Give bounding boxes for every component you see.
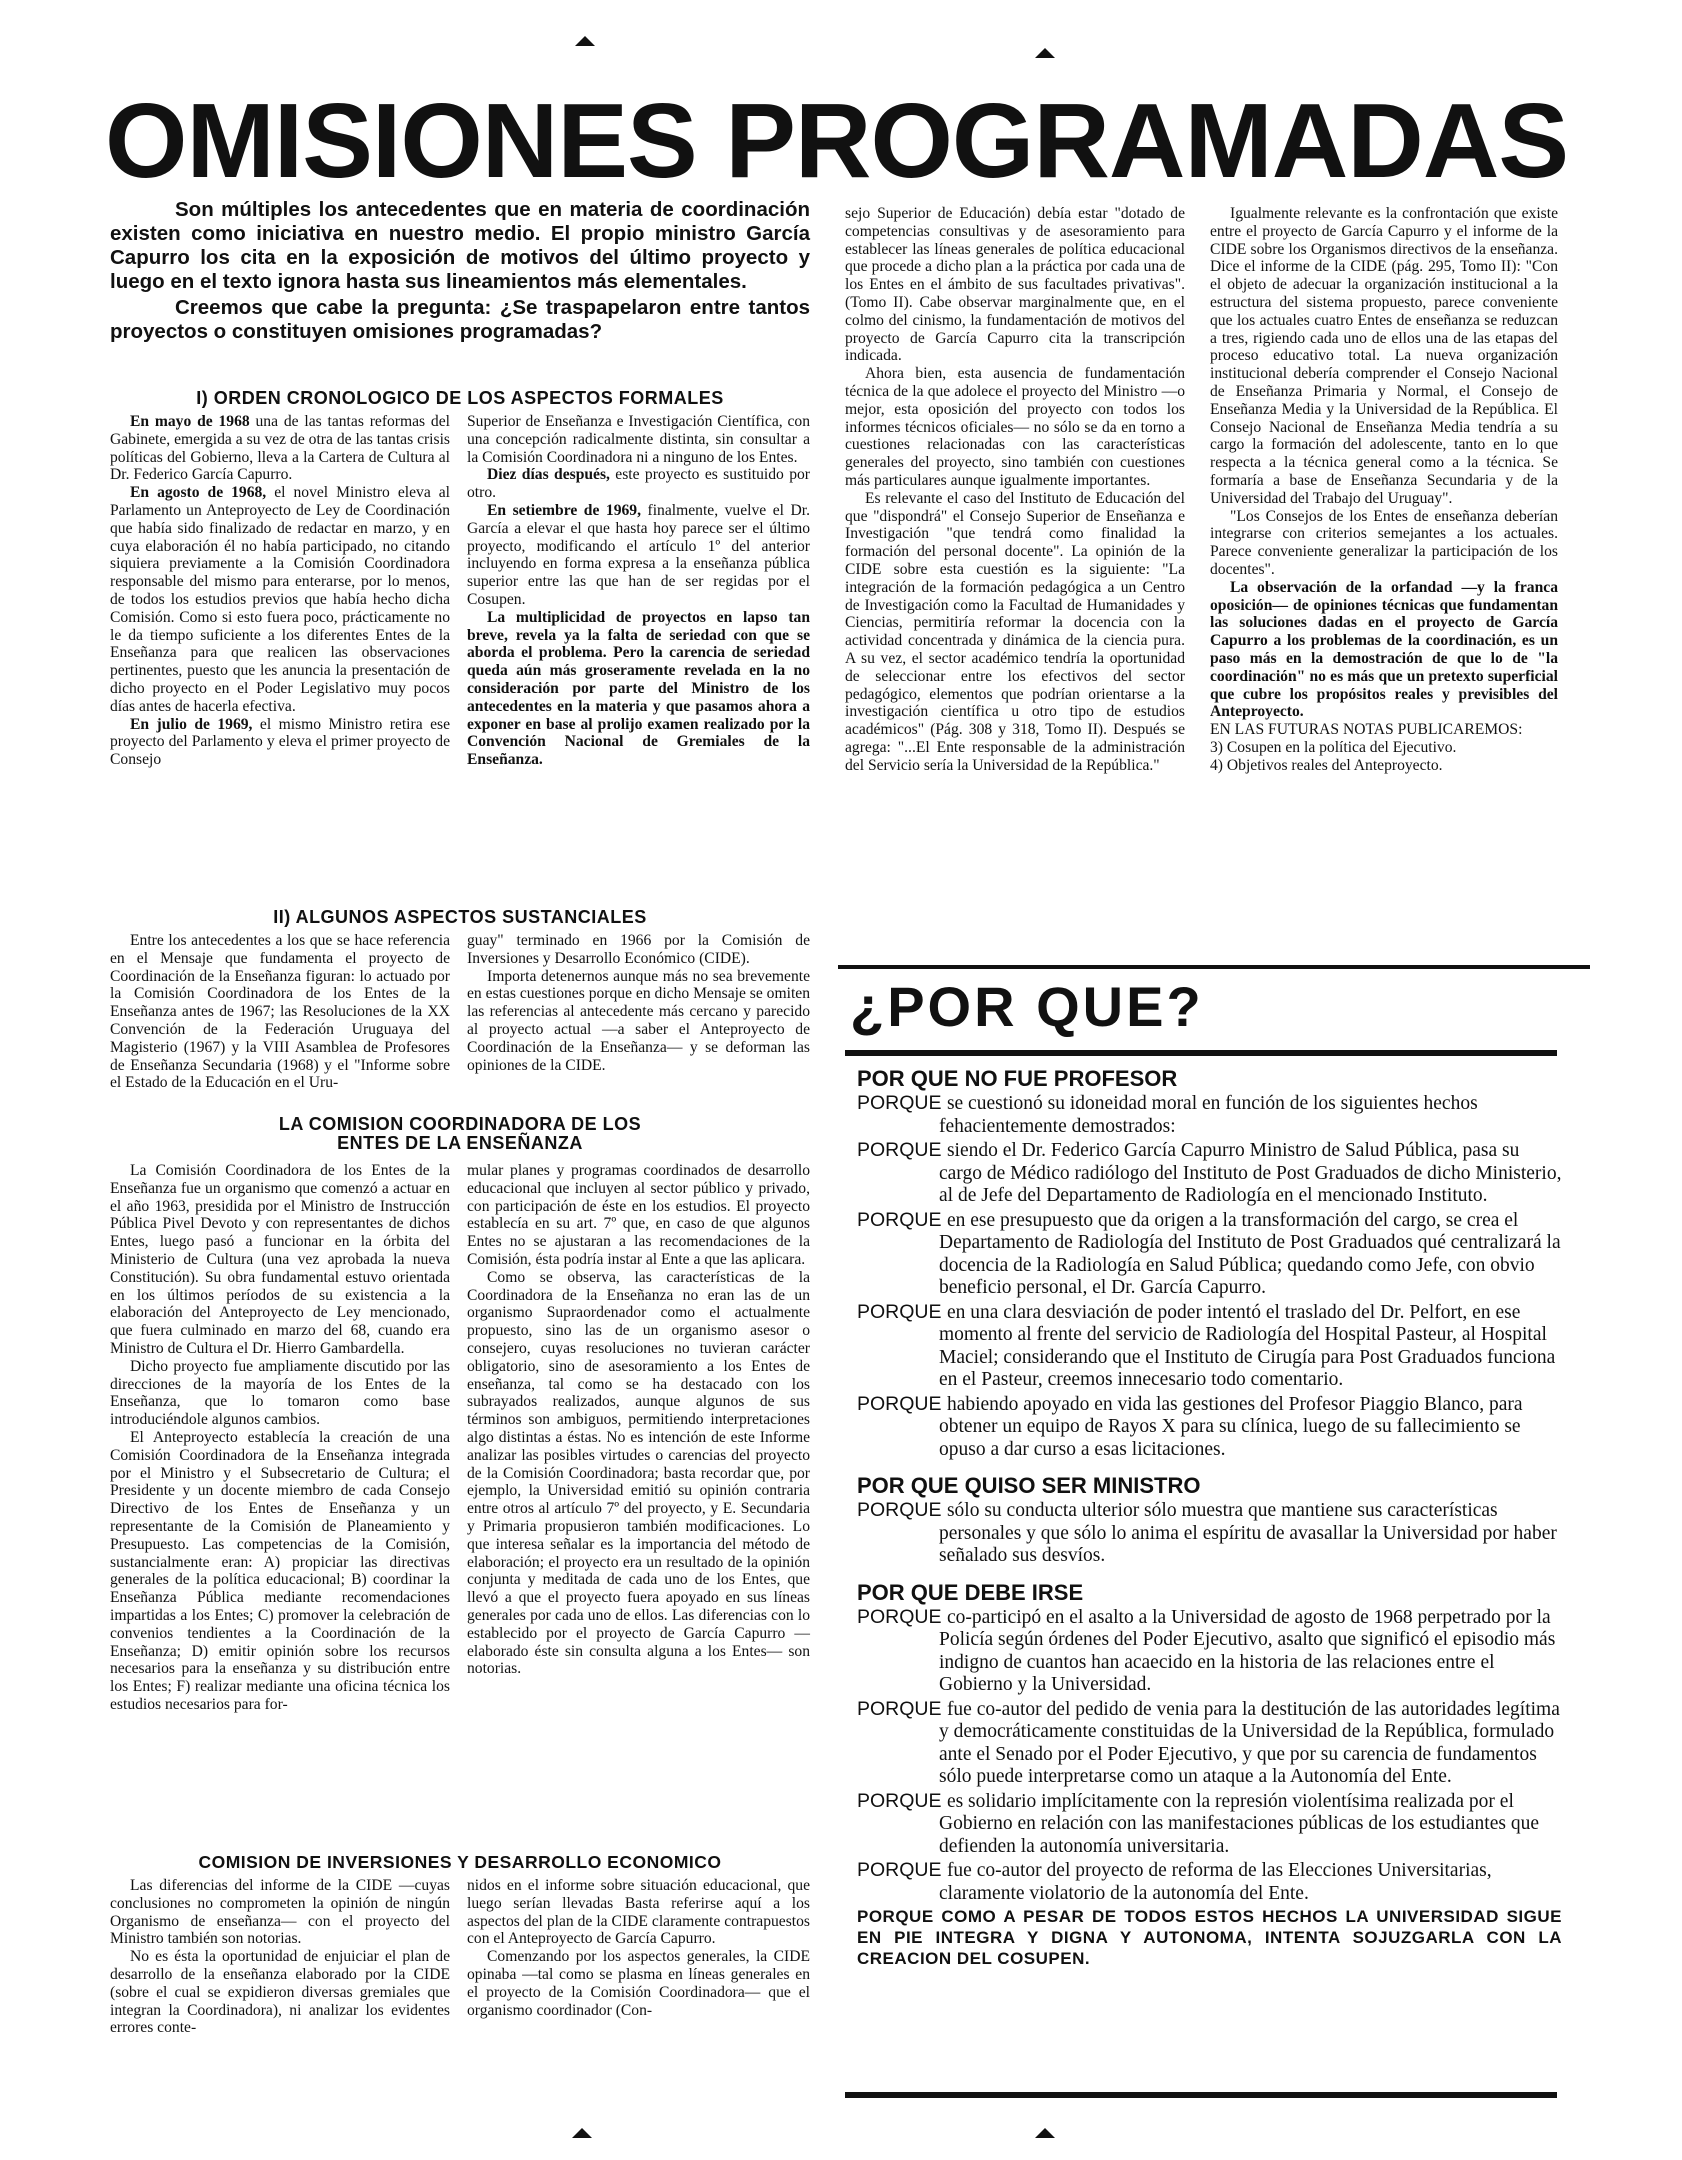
paragraph	[110, 1948, 450, 2037]
article-column	[467, 1877, 810, 2019]
upcoming-notes	[1210, 739, 1558, 775]
porque-text: co-participó en el asalto a la Universidad de agosto de 1968 perpetrado por la Policía según órdenes del Poder Ejecutivo, asalto que significó el episodio más indigno de cuantos han acaecido en la historia de las relaciones entre el Gobierno y la Universidad.	[939, 1606, 1556, 1695]
binder-mark	[575, 36, 595, 46]
section-heading: I) ORDEN CRONOLOGICO DE LOS ASPECTOS FORMALES	[196, 388, 724, 408]
column-text	[467, 932, 810, 1074]
section-heading: II) ALGUNOS ASPECTOS SUSTANCIALES	[273, 907, 647, 927]
body-text: Dicho proyecto fue ampliamente discutido por las direcciones de la mayoría de los Entes de la Enseñanza, que lo tomaron como base introduciéndole algunos cambios.	[110, 1357, 450, 1429]
article-column	[467, 413, 810, 769]
porque-item	[857, 1606, 1562, 1697]
column-text	[845, 205, 1185, 775]
column-text	[467, 413, 810, 769]
binder-mark	[1035, 2128, 1055, 2138]
column-text	[110, 1162, 450, 1714]
body-text: Superior de Enseñanza e Investigación Científica, con una concepción radicalmente distinta, sin consultar a la Comisión Coordinadora ni a ninguno de los Entes.	[467, 413, 810, 466]
porque-text: en ese presupuesto que da origen a la transformación del cargo, se crea el Departamento de Radiología del Instituto de Post Graduados qué centralizará la docencia de la Radiología en Salud Pública; quedando como Jefe, con obvio beneficio personal, el Dr. García Capurro.	[939, 1209, 1561, 1298]
porque-label: PORQUE	[857, 1789, 947, 1812]
paragraph	[110, 1877, 450, 1948]
section-heading: COMISION DE INVERSIONES Y DESARROLLO ECONOMICO	[198, 1852, 722, 1872]
body-text: Como se observa, las características de la Coordinadora de la Enseñanza no eran las de un organismo Supraordenador como el actualmente propuesto, sino las de un organismo asesor o consejero, cuyas resoluciones no tuvieran carácter obligatorio, sino de asesoramiento a los Entes de enseñanza, tal como se ha destacado con los subrayados realizados, aunque algunos de sus términos son ambiguos, permitiendo interpretaciones algo distintas a éstas. No es intención de este Informe analizar las posibles virtudes o carencias del proyecto de la Comisión Coordinadora; basta recordar que, por ejemplo, la Universidad emitió su opinión contraria entre otros al artículo 7º del proyecto, y E. Secundaria y Primaria propusieron también modificaciones. Lo que interesa señalar es la importancia del método de elaboración; el proyecto era un resultado de la opinión conjunta y meditada de cada uno de los Entes, que llevó a que el proyecto fuera apoyado en sus líneas generales por cada uno de ellos. Las diferencias con lo establecido por el proyecto de García Capurro —elaborado éste sin consulta alguna a los Entes— son notorias.	[467, 1268, 810, 1678]
body-text: Importa detenernos aunque más no sea brevemente en estas cuestiones porque en dicho Mensaje se omiten las referencias al antecedente más cercano y parecido al proyecto actual —a saber el Anteproyecto de Coordinación de la Enseñanza— y se deforman las opiniones de la CIDE.	[467, 967, 810, 1074]
paragraph	[1210, 579, 1558, 721]
intro	[110, 198, 810, 344]
column-text	[467, 1877, 810, 2019]
body-text: Igualmente relevante es la confrontación que existe entre el proyecto de García Capurro y el informe de la CIDE sobre los Organismos directivos de la enseñanza. Dice el informe de la CIDE (pág. 295, Tomo II): "Con el objeto de adecuar la organización institucional a la estructura del sistema propuesto, parece conveniente que los actuales cuatro Entes de enseñanza se reduzcan a tres, rigiendo cada uno de ellos una de las etapas del proceso educativo total. La nueva organización institucional debería comprender el Consejo Nacional de Enseñanza Primaria y Normal, el Consejo de Enseñanza Media y la Universidad de la República. El Consejo Nacional de Enseñanza Media tendría a su cargo la formación del adolescente, tanto en lo que respecta a la técnica general como a la técnica. Se formaría a base de Enseñanza Secundaria y de la Universidad del Trabajo del Uruguay".	[1210, 205, 1558, 507]
column-text	[110, 932, 450, 1092]
paragraph	[467, 609, 810, 769]
body-text: Entre los antecedentes a los que se hace referencia en el Mensaje que fundamenta el proyecto de Coordinación de la Enseñanza figuran: lo actuado por la Comisión Coordinadora de los Entes de la Enseñanza antes de 1967; las Resoluciones de la XX Convención de la Federación Uruguaya del Magisterio (1967) y la VIII Asamblea de Profesores de Enseñanza Secundaria (1968) y el "Informe sobre el Estado de la Educación en el Uru-	[110, 932, 450, 1092]
porque-text: se cuestionó su idoneidad moral en función de los siguientes hechos fehacientemente demostrados:	[939, 1093, 1478, 1137]
paragraph	[467, 1948, 810, 2019]
page-title: OMISIONES PROGRAMADAS	[105, 82, 1569, 200]
porque-item	[857, 1499, 1562, 1568]
porque-heading: POR QUE QUISO SER MINISTRO	[857, 1473, 1201, 1498]
porque-item	[857, 1698, 1562, 1789]
column-text	[110, 1877, 450, 2037]
body-text: sejo Superior de Educación) debía estar "dotado de competencias consultivas y de asesoramiento para establecer las líneas generales de política educacional que procede a dicho plan a la práctica por cada una de los Entes en el ámbito de sus facultades privativas". (Tomo II). Cabe observar marginalmente que, en el colmo del cinismo, la fundamentación de motivos del proyecto de García Capurro cita la transcripción indicada.	[845, 205, 1185, 365]
lead-text: Diez días después,	[487, 466, 610, 484]
porque-label: PORQUE	[857, 1392, 947, 1415]
body-text: EN LAS FUTURAS NOTAS PUBLICAREMOS:	[1210, 721, 1523, 739]
article-column	[110, 932, 450, 1092]
lead-text: En setiembre de 1969,	[487, 501, 641, 519]
paragraph	[845, 490, 1185, 775]
body-text: el mismo Ministro retira ese proyecto del Parlamento y eleva el primer proyecto de Consejo	[110, 715, 450, 769]
porque-title: ¿POR QUE?	[850, 975, 1204, 1038]
column-text	[467, 1162, 810, 1678]
body-text: Comenzando por los aspectos generales, la CIDE opinaba —tal como se plasma en líneas generales en el proyecto de la Comisión Coordinadora— que el organismo coordinador (Con-	[467, 1948, 810, 2019]
porque-item	[857, 1301, 1562, 1392]
porque-label: PORQUE	[857, 1697, 947, 1720]
paragraph	[845, 205, 1185, 365]
porque-text: habiendo apoyado en vida las gestiones del Profesor Piaggio Blanco, para obtener un equipo de Rayos X para su clínica, luego de su fallecimiento se opuso a dar curso a esas licitaciones.	[939, 1393, 1523, 1460]
body-text: el novel Ministro eleva al Parlamento un Anteproyecto de Ley de Coordinación que había sido finalizado de redactar en marzo, y en cuya elaboración él no había participado, no citando siquiera previamente a la Comisión Coordinadora responsable del mismo para enterarse, por lo menos, de todos los estudios previos que había hecho dicha Comisión. Como si esto fuera poco, prácticamente no le da tiempo suficiente a los diferentes Entes de la Enseñanza para que realicen las observaciones pertinentes, puesto que les anuncia la presentación de dicho proyecto en el Poder Legislativo muy pocos días antes de hacerla efectiva.	[110, 484, 450, 715]
paragraph	[110, 932, 450, 1092]
lead-text: En mayo de 1968	[130, 413, 250, 430]
article-column	[467, 1162, 810, 1678]
article-column	[110, 1877, 450, 2037]
body-text: El Anteproyecto establecía la creación de una Comisión Coordinadora de la Enseñanza integrada por el Ministro y el Subsecretario de Cultura; el Presidente y un docente miembro de cada Consejo Directivo de los Entes de Enseñanza y un representante de la Comisión de Planeamiento y Presupuesto. Las competencias de la Comisión, sustancialmente eran: A) propiciar las directivas generales de la política educacional; B) coordinar la Enseñanza Pública mediante recomendaciones impartidas a los Entes; C) promover la celebración de convenios tendientes a la Coordinación de la Enseñanza; D) emitir opinión sobre los recursos necesarios para la enseñanza y su distribución entre los Entes; F) realizar mediante una oficina técnica los estudios necesarios para for-	[110, 1428, 450, 1713]
column-text	[1210, 205, 1558, 739]
porque-item	[857, 1139, 1562, 1208]
binder-mark	[572, 2128, 592, 2138]
porque-heading: POR QUE NO FUE PROFESOR	[857, 1066, 1178, 1091]
paragraph	[110, 1358, 450, 1429]
paragraph	[110, 484, 450, 715]
porque-text: en una clara desviación de poder intentó el traslado del Dr. Pelfort, en ese momento al frente del servicio de Radiología del Hospital Pasteur, al Hospital Maciel; considerando que el Instituto de Cirugía para Post Graduados funciona en el Pasteur, creemos innecesario todo comentario.	[939, 1301, 1556, 1390]
porque-text: fue co-autor del proyecto de reforma de las Elecciones Universitarias, claramente violatorio de la autonomía del Ente.	[939, 1860, 1492, 1904]
body-text: No es ésta la oportunidad de enjuiciar el plan de desarrollo de la enseñanza elaborado por la CIDE (sobre el cual se expidieron diversas gremiales que integran la Coordinadora), ni analizar los evidentes errores conte-	[110, 1948, 450, 2037]
porque-item	[857, 1092, 1562, 1138]
paragraph	[110, 716, 450, 769]
article-column	[467, 932, 810, 1074]
paragraph	[467, 502, 810, 609]
porque-item	[857, 1393, 1562, 1462]
paragraph	[1210, 721, 1558, 739]
body-text: guay" terminado en 1966 por la Comisión de Inversiones y Desarrollo Económico (CIDE).	[467, 932, 810, 967]
article-column	[845, 205, 1185, 775]
porque-label: PORQUE	[857, 1139, 947, 1161]
paragraph	[110, 413, 450, 484]
box-rule	[845, 1050, 1557, 1056]
body-text: nidos en el informe sobre situación educacional, que luego serían llevadas Basta referirse aquí a los aspectos del plan de la CIDE claramente contrapuestos con el Anteproyecto de García Capurro.	[467, 1877, 810, 1948]
intro-paragraph: Son múltiples los antecedentes que en materia de coordinación existen como iniciativa en nuestro medio. El propio ministro García Capurro los cita en la exposición de motivos del último proyecto y luego en el texto ignora hasta sus lineamientos más elementales.	[110, 198, 810, 293]
porque-text: siendo el Dr. Federico García Capurro Ministro de Salud Pública, pasa su cargo de Médico radiólogo del Instituto de Post Graduados de dicho Ministerio, al de Jefe del Departamento de Radiología en el mencionado Instituto.	[939, 1140, 1562, 1206]
porque-label: PORQUE	[857, 1605, 947, 1628]
paragraph	[110, 1162, 450, 1358]
porque-heading: POR QUE DEBE IRSE	[857, 1579, 1084, 1605]
porque-section	[857, 1066, 1562, 1970]
paragraph	[467, 466, 810, 502]
porque-label: PORQUE	[857, 1092, 947, 1114]
porque-text: es solidario implícitamente con la represión violentísima realizada por el Gobierno en relación con las manifestaciones públicas de los estudiantes que defienden la autonomía universitaria.	[939, 1790, 1539, 1857]
column-text	[110, 413, 450, 769]
lead-text: La observación de la orfandad —y la franca oposición— de opiniones técnicas que fundamentan las soluciones dadas en el proyecto de García Capurro a los problemas de la coordinación, es un paso más en la demostración de que lo de "la coordinación" no es más que un pretexto superficial que cubre los propósitos reales y previsibles del Anteproyecto.	[1210, 578, 1558, 721]
binder-mark	[1035, 48, 1055, 58]
paragraph	[110, 1429, 450, 1714]
paragraph	[467, 1269, 810, 1678]
body-text: mular planes y programas coordinados de desarrollo educacional que incluyen al sector público y privado, con participación de éste en los estudios. El proyecto establecía en su art. 7º que, en caso de que algunos Entes no se ajustaran a las recomendaciones de la Comisión, ésta podría instar al Ente a que las aplicara.	[467, 1162, 810, 1268]
intro-question: Creemos que cabe la pregunta: ¿Se traspapelaron entre tantos proyectos o constituyen omisiones programadas?	[110, 296, 810, 343]
porque-item	[857, 1859, 1562, 1905]
note-item: 3) Cosupen en la política del Ejecutivo.	[1210, 738, 1457, 756]
porque-label: PORQUE	[857, 1859, 947, 1881]
paragraph	[467, 1877, 810, 1948]
paragraph	[467, 1162, 810, 1269]
body-text: una de las tantas reformas del Gabinete, emergida a su vez de otra de las tantas crisis políticas del Gobierno, lleva a la Cartera de Cultura al Dr. Federico García Capurro.	[110, 413, 450, 484]
paragraph	[1210, 508, 1558, 579]
paragraph	[467, 968, 810, 1075]
body-text: La Comisión Coordinadora de los Entes de la Enseñanza fue un organismo que comenzó a actuar en el año 1963, presidida por el Ministro de Instrucción Pública Pivel Devoto y con representantes de dichos Entes, luego pasó a funcionar en la órbita del Ministerio de Cultura (una vez aprobada la nueva Constitución). Su obra fundamental estuvo orientada en los últimos períodos de su existencia a la elaboración del Anteproyecto de Ley mencionado, que fuera culminado en marzo del 68, cuando era Ministro de Cultura el Dr. Hierro Gambardella.	[110, 1162, 450, 1357]
lead-text: En agosto de 1968,	[130, 484, 267, 502]
article-column	[1210, 205, 1558, 775]
paragraph	[467, 932, 810, 968]
body-text: este proyecto es sustituido por otro.	[467, 466, 810, 502]
body-text: Es relevante el caso del Instituto de Educación del que "dispondrá" el Consejo Superior de Enseñanza e Investigación "que tendrá como finalidad la formación del personal docente". La opinión de la CIDE sobre esta cuestión es la siguiente: "La integración de la formación pedagógica a un Centro de Investigación como la Facultad de Humanidades y Ciencias, permitiría reformar la docencia con la actividad concentrada y dinámica de la ciencia pura. A su vez, el sector académico tendría la oportunidad de seleccionar entre los efectivos del sector pedagógico, elementos que podrían orientarse a la investigación científica u otro tipo de estudios académicos" (Pág. 308 y 318, Tomo II). Después se agrega: "...El Ente responsable de la administración del Servicio sería la Universidad de la República."	[845, 489, 1185, 774]
porque-text: sólo su conducta ulterior sólo muestra que mantiene sus características personales y que sólo lo anima el espíritu de avasallar la Universidad por haber señalado sus desvíos.	[939, 1500, 1557, 1566]
body-text: Las diferencias del informe de la CIDE —cuyas conclusiones no comprometen la opinión de ningún Organismo de enseñanza— con el proyecto del Ministro también son notorias.	[110, 1877, 450, 1948]
porque-item	[857, 1790, 1562, 1859]
body-text: Ahora bien, esta ausencia de fundamentación técnica de la que adolece el proyecto del Ministro —o mejor, esta oposición del proyecto con todos los informes técnicos oficiales— no sólo se da en torno a cuestiones relacionadas con las características generales del proyecto, sino también con cuestiones más particulares aunque igualmente importantes.	[845, 365, 1185, 489]
body-text: finalmente, vuelve el Dr. García a elevar el que hasta hoy parece ser el último proyecto, modificando el artículo 1º del anterior incluyendo en forma expresa a la enseñanza pública superior entre las que han de ser regidas por el Cosupen.	[467, 501, 810, 608]
paragraph	[1210, 205, 1558, 508]
porque-label: PORQUE	[857, 1499, 947, 1521]
box-rule-top	[838, 965, 1590, 969]
porque-text: fue co-autor del pedido de venia para la destitución de las autoridades legítima y democráticamente constituidas de la Universidad de la República, formulado ante el Senado por el Poder Ejecutivo, y que por su carencia de fundamentos sólo puede interpretarse como un ataque a la Autonomía del Ente.	[939, 1698, 1560, 1787]
lead-text: En julio de 1969,	[130, 715, 253, 733]
porque-closing: PORQUE COMO A PESAR DE TODOS ESTOS HECHOS LA UNIVERSIDAD SIGUE EN PIE INTEGRA Y DIGNA Y AUTONOMA, INTENTA SOJUZGARLA CON LA CREACION DEL COSUPEN.	[857, 1907, 1562, 1968]
note-item: 4) Objetivos reales del Anteproyecto.	[1210, 756, 1443, 774]
porque-label: PORQUE	[857, 1300, 947, 1323]
lead-text: La multiplicidad de proyectos en lapso tan breve, revela ya la falta de seriedad con que se aborda el problema. Pero la carencia de seriedad queda aún más groseramente revelada en la no consideración por parte del Ministro de los antecedentes en la materia y que pasamos ahora a exponer en base al prolijo examen realizado por la Convención Nacional de Gremiales de la Enseñanza.	[467, 608, 810, 769]
body-text: "Los Consejos de los Entes de enseñanza deberían integrarse con criterios semejantes a los actuales. Parece conveniente generalizar la participación de los docentes".	[1210, 507, 1558, 578]
article-column	[110, 413, 450, 769]
paragraph	[845, 365, 1185, 490]
article-column	[110, 1162, 450, 1714]
porque-item	[857, 1209, 1562, 1300]
paragraph	[467, 413, 810, 466]
box-rule-bottom	[845, 2092, 1557, 2098]
porque-label: PORQUE	[857, 1208, 947, 1231]
section-heading: LA COMISION COORDINADORA DE LOS ENTES DE LA ENSEÑANZA	[278, 1114, 642, 1153]
